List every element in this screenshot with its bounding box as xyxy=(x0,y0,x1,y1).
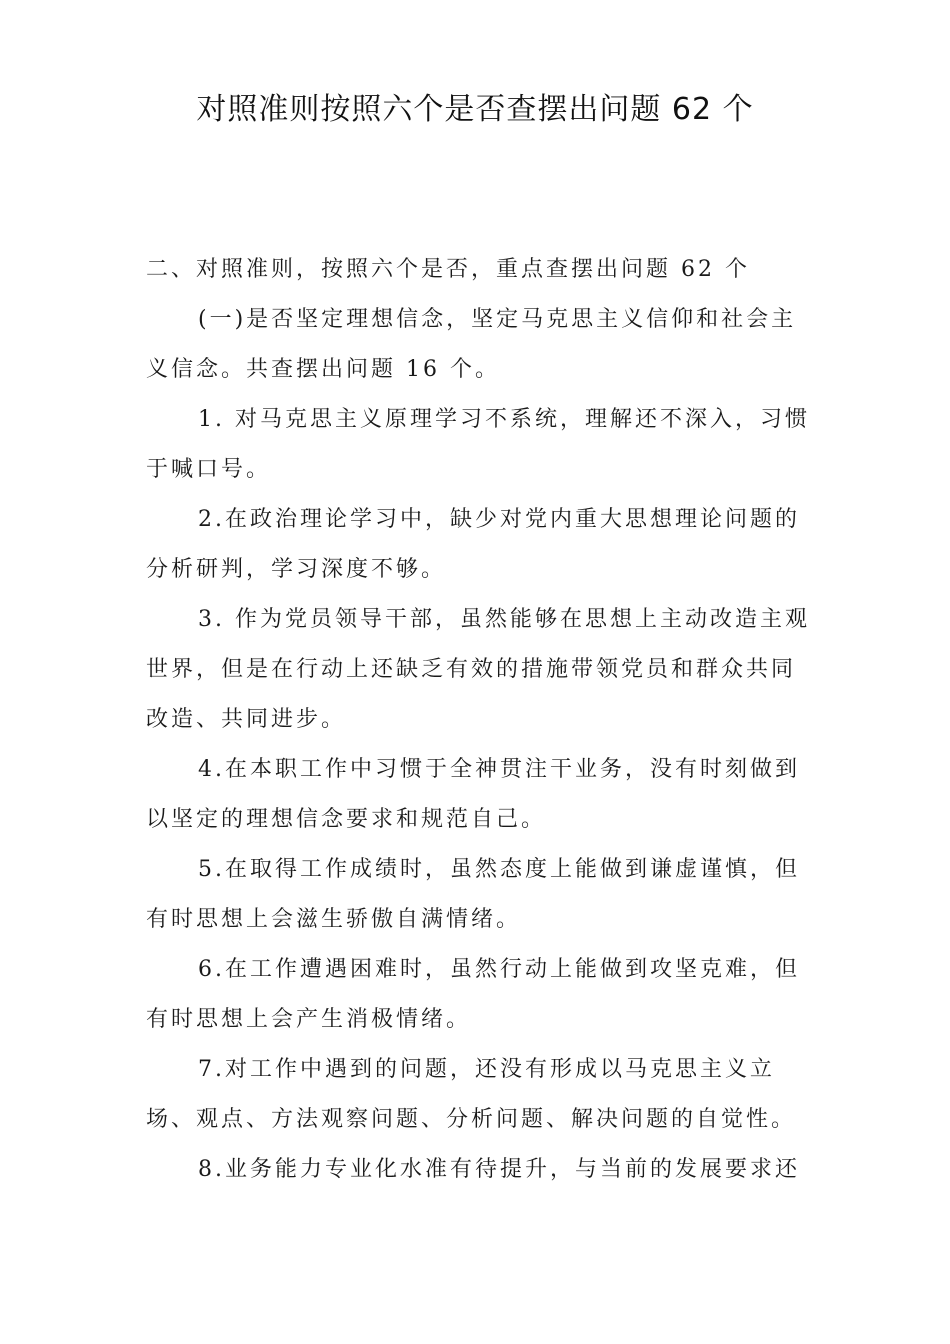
list-item: 8.业务能力专业化水准有待提升，与当前的发展要求还 xyxy=(198,1157,800,1182)
list-item: 5.在取得工作成绩时，虽然态度上能做到谦虚谨慎，但有时思想上会滋生骄傲自满情绪。 xyxy=(146,857,800,932)
document-title: 对照准则按照六个是否查摆出问题 62 个 xyxy=(196,92,754,127)
list-item: 6.在工作遭遇困难时，虽然行动上能做到攻坚克难，但有时思想上会产生消极情绪。 xyxy=(146,957,800,1032)
subsection-paragraph: (一)是否坚定理想信念，坚定马克思主义信仰和社会主义信念。共查摆出问题 16 个。 xyxy=(146,307,797,382)
document-body xyxy=(146,245,810,1195)
section-heading: 二、对照准则，按照六个是否，重点查摆出问题 62 个 xyxy=(146,257,750,282)
list-item: 7.对工作中遇到的问题，还没有形成以马克思主义立场、观点、方法观察问题、分析问题、解决问题的自觉性。 xyxy=(146,1057,797,1132)
list-item: 1. 对马克思主义原理学习不系统，理解还不深入，习惯于喊口号。 xyxy=(146,407,810,482)
list-item: 2.在政治理论学习中，缺少对党内重大思想理论问题的分析研判，学习深度不够。 xyxy=(146,507,800,582)
list-item: 4.在本职工作中习惯于全神贯注干业务，没有时刻做到以坚定的理想信念要求和规范自己。 xyxy=(146,757,800,832)
list-item: 3. 作为党员领导干部，虽然能够在思想上主动改造主观世界，但是在行动上还缺乏有效的措施带领党员和群众共同改造、共同进步。 xyxy=(146,607,810,732)
